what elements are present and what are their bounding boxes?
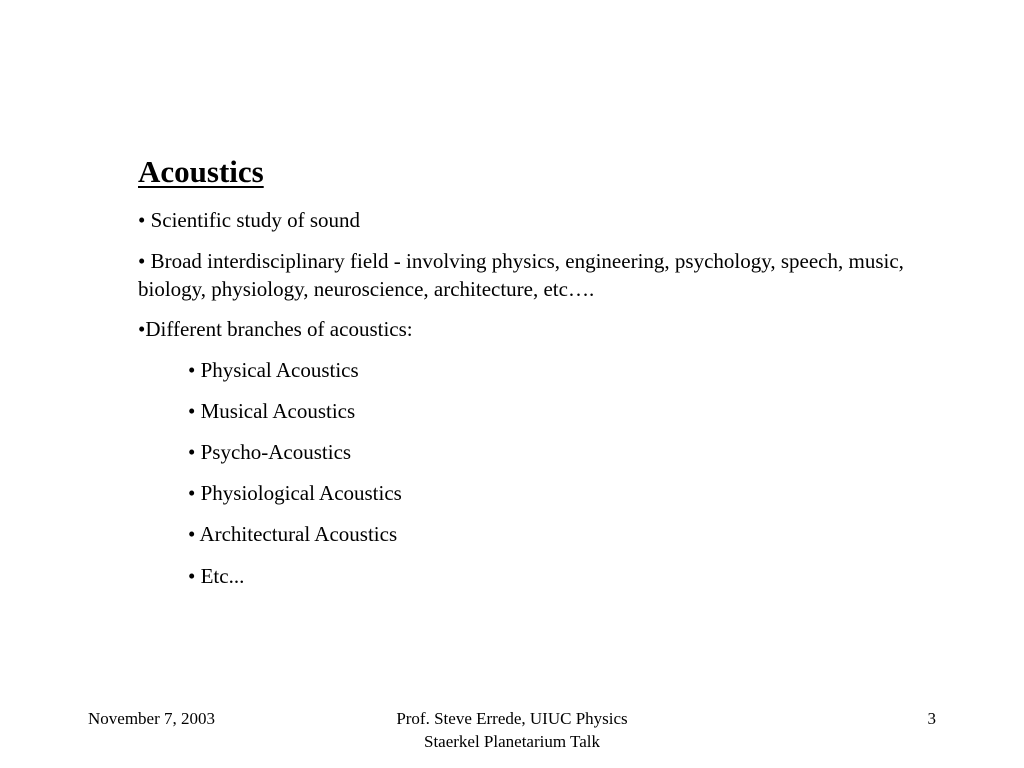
bullet-different-branches: •Different branches of acoustics: [138, 317, 413, 341]
bullet-scientific-study: • Scientific study of sound [138, 208, 360, 232]
footer-date: November 7, 2003 [88, 709, 216, 728]
sub-bullet-etc: • Etc... [188, 564, 245, 588]
slide-title: Acoustics [138, 154, 264, 189]
sub-bullet-psycho-acoustics: • Psycho-Acoustics [188, 440, 352, 464]
sub-bullet-musical-acoustics: • Musical Acoustics [188, 399, 356, 423]
sub-bullet-physiological-acoustics: • Physiological Acoustics [188, 481, 402, 505]
footer-author-line: Prof. Steve Errede, UIUC Physics [396, 709, 628, 728]
footer-talk-line: Staerkel Planetarium Talk [423, 732, 600, 751]
sub-bullet-physical-acoustics: • Physical Acoustics [188, 358, 359, 382]
bullet-interdisciplinary-field: • Broad interdisciplinary field - involving physics, engineering, psychology, speech, music, biology, physiology, neuroscience, architecture, etc…. [138, 249, 904, 301]
sub-bullet-architectural-acoustics: • Architectural Acoustics [188, 522, 398, 546]
footer-author-block [360, 707, 664, 753]
footer-page-number: 3 [927, 709, 936, 728]
